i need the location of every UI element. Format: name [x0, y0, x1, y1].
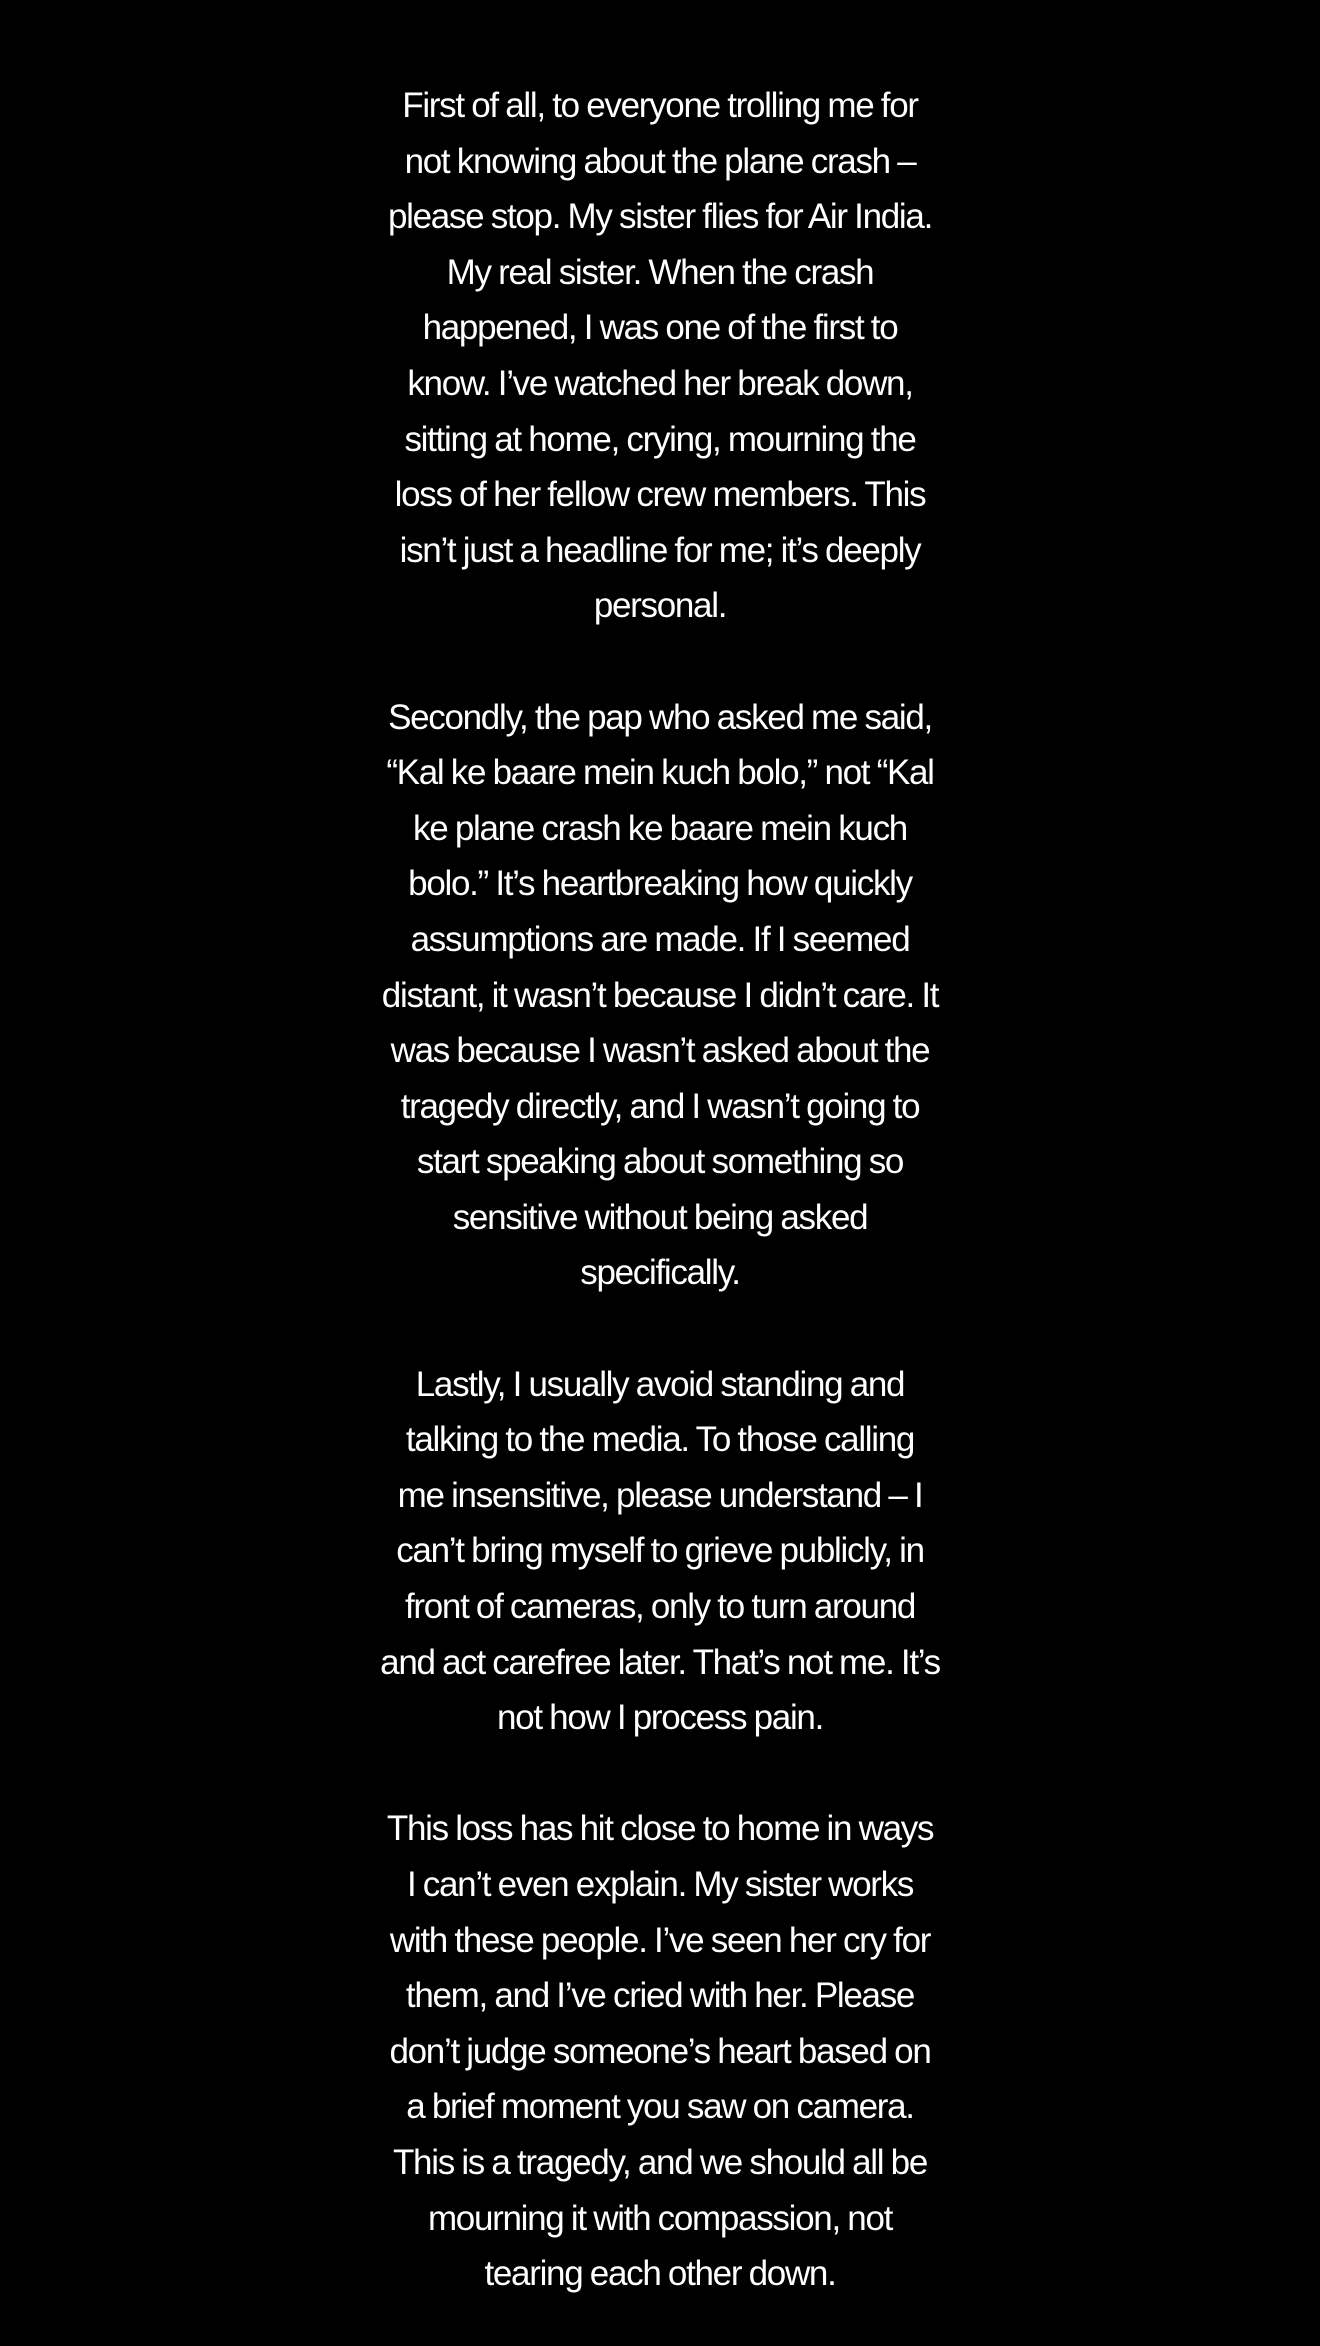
- story-paragraph-1: First of all, to everyone trolling me for not knowing about the plane crash – please stop. My sister flies for Air India. My real sister. When the crash happened, I was one of the first to know. I’ve watched her break down, sitting at home, crying, mourning the loss of her fellow crew members. This isn’t just a headline for me; it’s deeply personal.: [387, 86, 932, 626]
- story-paragraph-4: This loss has hit close to home in ways I can’t even explain. My sister works with these people. I’ve seen her cry for them, and I’ve cried with her. Please don’t judge someone’s heart based on a brief moment you saw on camera. This is a tragedy, and we should all be mourning it with compassion, not tearing each other down.: [386, 1809, 934, 2294]
- story-paragraph-3: Lastly, I usually avoid standing and talking to the media. To those calling me insensitive, please understand – I can’t bring myself to grieve publicly, in front of cameras, only to turn around and act carefree later. That’s not me. It’s not how I process pain.: [380, 1364, 940, 1738]
- story-text-block: [380, 78, 940, 2302]
- story-paragraph-2: Secondly, the pap who asked me said, “Kal ke baare mein kuch bolo,” not “Kal ke plane crash ke baare mein kuch bolo.” It’s heartbreaking how quickly assumptions are made. If I seemed distant, it wasn’t because I didn’t care. It was because I wasn’t asked about the tragedy directly, and I wasn’t going to start speaking about something so sensitive without being asked specifically.: [381, 697, 939, 1293]
